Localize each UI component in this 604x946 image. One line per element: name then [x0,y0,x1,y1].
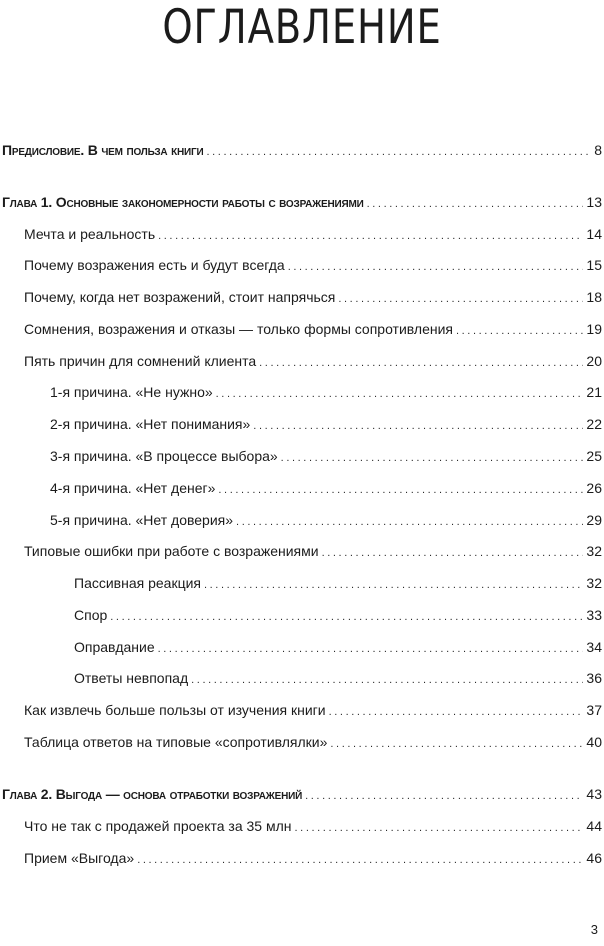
toc-entry-title: Что не так с продажей проекта за 35 млн [24,818,292,834]
toc-entry-title: Пассивная реакция [74,575,201,591]
toc-entry-page: 37 [586,702,602,718]
toc-entry-page: 18 [586,289,602,305]
toc-entry-page: 8 [594,142,602,158]
toc-entry[interactable] [74,603,602,627]
toc-entry-page: 20 [586,353,602,369]
dot-leader [281,446,584,470]
toc-entry-title: 1-я причина. «Не нужно» [50,384,213,400]
toc-entry[interactable] [50,476,602,500]
dot-leader [206,140,591,164]
toc-entry-title: Предисловие. В чем польза книги [2,142,204,158]
toc-entry-title: Типовые ошибки при работе с возражениями [24,543,319,559]
toc-entry-chapter-1[interactable] [2,190,602,214]
dot-leader [456,319,583,343]
page-title: ОГЛАВЛЕНИЕ [162,0,442,55]
dot-leader [288,255,584,279]
toc-entry[interactable] [24,317,602,341]
toc-entry-page: 14 [586,226,602,242]
dot-leader [158,637,584,661]
dot-leader [259,351,583,375]
toc-entry[interactable] [24,222,602,246]
dot-leader [367,192,584,216]
toc-entry-preface[interactable] [2,138,602,162]
toc-entry-title: Сомнения, возражения и отказы — только формы сопротивления [24,321,453,337]
toc-entry-title: 2-я причина. «Нет понимания» [50,416,251,432]
toc-entry-page: 46 [586,850,602,866]
toc-entry-title: Ответы невпопад [74,670,189,686]
dot-leader [137,848,583,872]
dot-leader [110,605,583,629]
toc-entry-title: 5-я причина. «Нет доверия» [50,512,234,528]
toc-entry-title: Глава 2. Выгода — основа отработки возражений [2,786,303,802]
toc-entry-page: 40 [586,734,602,750]
dot-leader [338,287,583,311]
toc-entry-page: 13 [586,194,602,210]
toc-entry-page: 33 [586,607,602,623]
toc-entry-page: 36 [586,670,602,686]
toc-entry[interactable] [24,349,602,373]
toc-entry-title: Мечта и реальность [24,226,156,242]
toc-entry-page: 32 [586,543,602,559]
toc-entry[interactable] [74,635,602,659]
toc-entry-page: 19 [586,321,602,337]
dot-leader [295,816,584,840]
toc-entry[interactable] [24,285,602,309]
dot-leader [204,573,583,597]
toc-entry-page: 32 [586,575,602,591]
toc-entry[interactable] [24,253,602,277]
toc-entry-page: 34 [586,639,602,655]
toc-entry-page: 29 [586,512,602,528]
toc-entry-title: Пять причин для сомнений клиента [24,353,257,369]
toc-entry[interactable] [74,666,602,690]
toc-entry-title: 4-я причина. «Нет денег» [50,480,216,496]
dot-leader [236,510,583,534]
toc-entry[interactable] [50,412,602,436]
toc-entry-title: Таблица ответов на типовые «сопротивлялки» [24,734,328,750]
dot-leader [216,382,584,406]
toc-entry-title: Прием «Выгода» [24,850,135,866]
toc-entry[interactable] [24,730,602,754]
dot-leader [158,224,583,248]
toc-entry-title: Оправдание [74,639,155,655]
toc-entry-title: Спор [74,607,108,623]
toc-entry-title: Как извлечь больше пользы от изучения книги [24,702,326,718]
toc-entry[interactable] [50,508,602,532]
toc-entry-page: 44 [586,818,602,834]
toc-entry-title: 3-я причина. «В процессе выбора» [50,448,278,464]
toc-entry-title: Почему, когда нет возражений, стоит напрячься [24,289,336,305]
toc-entry[interactable] [50,444,602,468]
toc-entry-page: 43 [586,786,602,802]
toc-entry-page: 25 [586,448,602,464]
dot-leader [191,668,583,692]
toc-entry-page: 15 [586,257,602,273]
toc-entry[interactable] [74,571,602,595]
toc-entry-title: Почему возражения есть и будут всегда [24,257,285,273]
dot-leader [253,414,583,438]
toc-entry[interactable] [24,846,602,870]
dot-leader [305,784,583,808]
dot-leader [329,700,584,724]
toc-entry-page: 26 [586,480,602,496]
dot-leader [218,478,583,502]
page-number: 3 [590,922,598,937]
toc-entry[interactable] [24,539,602,563]
toc-entry-page: 22 [586,416,602,432]
toc-entry[interactable] [24,698,602,722]
toc-entry-chapter-2[interactable] [2,782,602,806]
dot-leader [330,732,583,756]
toc-entry-page: 21 [586,384,602,400]
toc-entry-title: Глава 1. Основные закономерности работы с возражениями [2,194,364,210]
dot-leader [322,541,584,565]
toc-entry[interactable] [50,380,602,404]
toc-entry[interactable] [24,814,602,838]
